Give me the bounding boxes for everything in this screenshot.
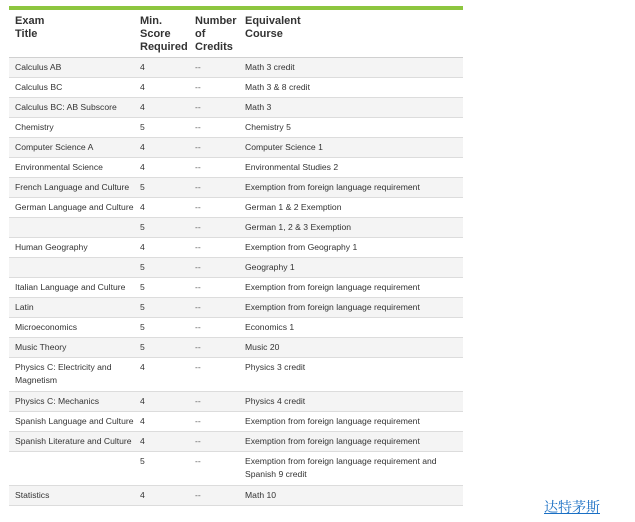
table-row <box>9 392 463 412</box>
course-cell: Math 10 <box>245 490 277 500</box>
table-row <box>9 486 463 506</box>
course-cell: Math 3 <box>245 102 272 112</box>
course-cell: Exemption from Geography 1 <box>245 242 358 252</box>
table-row <box>9 218 463 238</box>
course-cell: Environmental Studies 2 <box>245 162 339 172</box>
course-cell: Exemption from foreign language requirement <box>245 416 420 426</box>
header-exam-title: Exam Title <box>15 15 45 40</box>
course-cell: Geography 1 <box>245 262 295 272</box>
course-cell: Chemistry 5 <box>245 122 291 132</box>
credits-cell: -- <box>195 82 201 92</box>
table-row <box>9 98 463 118</box>
table-row <box>9 298 463 318</box>
exam-title-cell: Latin <box>15 302 34 312</box>
table-row <box>9 118 463 138</box>
credits-cell: -- <box>195 416 201 426</box>
min-score-cell: 4 <box>140 82 145 92</box>
min-score-cell: 5 <box>140 222 145 232</box>
course-cell: Math 3 credit <box>245 62 295 72</box>
ap-credit-table <box>9 6 463 506</box>
exam-title-cell: Spanish Literature and Culture <box>15 436 132 446</box>
table-row <box>9 198 463 218</box>
credits-cell: -- <box>195 122 201 132</box>
table-row <box>9 58 463 78</box>
min-score-cell: 4 <box>140 202 145 212</box>
credits-cell: -- <box>195 456 201 466</box>
exam-title-cell: Statistics <box>15 490 50 500</box>
exam-title-cell: Microeconomics <box>15 322 78 332</box>
table-row <box>9 78 463 98</box>
credits-cell: -- <box>195 396 201 406</box>
credits-cell: -- <box>195 162 201 172</box>
min-score-cell: 4 <box>140 416 145 426</box>
table-row <box>9 452 463 486</box>
min-score-cell: 4 <box>140 62 145 72</box>
course-cell: Math 3 & 8 credit <box>245 82 310 92</box>
min-score-cell: 5 <box>140 456 145 466</box>
credits-cell: -- <box>195 302 201 312</box>
course-cell: Physics 4 credit <box>245 396 306 406</box>
exam-title-cell: Human Geography <box>15 242 88 252</box>
table-row <box>9 178 463 198</box>
credits-cell: -- <box>195 282 201 292</box>
table-row <box>9 278 463 298</box>
credits-cell: -- <box>195 62 201 72</box>
credits-cell: -- <box>195 436 201 446</box>
course-cell: Music 20 <box>245 342 280 352</box>
min-score-cell: 5 <box>140 182 145 192</box>
min-score-cell: 4 <box>140 102 145 112</box>
header-course: Equivalent Course <box>245 15 301 40</box>
credits-cell: -- <box>195 262 201 272</box>
table-row <box>9 338 463 358</box>
exam-title-cell <box>9 455 140 485</box>
exam-title-cell: Music Theory <box>15 342 67 352</box>
min-score-cell: 5 <box>140 342 145 352</box>
exam-title-cell: Calculus BC: AB Subscore <box>15 102 117 112</box>
credits-cell: -- <box>195 142 201 152</box>
exam-title-cell <box>9 221 140 237</box>
course-cell: Exemption from foreign language requirement <box>245 282 420 292</box>
min-score-cell: 4 <box>140 436 145 446</box>
credits-cell: -- <box>195 322 201 332</box>
table-row <box>9 138 463 158</box>
course-cell: Exemption from foreign language requirement <box>245 182 420 192</box>
min-score-cell: 4 <box>140 362 145 372</box>
credits-cell: -- <box>195 102 201 112</box>
exam-title-cell <box>9 261 140 277</box>
course-cell: Computer Science 1 <box>245 142 323 152</box>
credits-cell: -- <box>195 182 201 192</box>
exam-title-cell: French Language and Culture <box>15 182 130 192</box>
credits-cell: -- <box>195 222 201 232</box>
exam-title-cell: Physics C: Mechanics <box>15 396 100 406</box>
course-cell: German 1, 2 & 3 Exemption <box>245 222 352 232</box>
table-row <box>9 432 463 452</box>
course-cell: German 1 & 2 Exemption <box>245 202 342 212</box>
exam-title-cell: German Language and Culture <box>15 202 134 212</box>
course-cell: Economics 1 <box>245 322 295 332</box>
min-score-cell: 4 <box>140 142 145 152</box>
table-row <box>9 358 463 392</box>
exam-title-cell: Physics C: Electricity and Magnetism <box>15 362 112 385</box>
min-score-cell: 4 <box>140 162 145 172</box>
table-row <box>9 258 463 278</box>
exam-title-cell: Italian Language and Culture <box>15 282 126 292</box>
header-min-score: Min. Score Required <box>140 15 188 53</box>
min-score-cell: 5 <box>140 282 145 292</box>
min-score-cell: 4 <box>140 242 145 252</box>
credits-cell: -- <box>195 342 201 352</box>
exam-title-cell: Spanish Language and Culture <box>15 416 134 426</box>
table-row <box>9 158 463 178</box>
credits-cell: -- <box>195 202 201 212</box>
course-cell: Physics 3 credit <box>245 362 306 372</box>
course-cell: Exemption from foreign language requirement and Spanish 9 credit <box>245 456 437 479</box>
min-score-cell: 5 <box>140 302 145 312</box>
table-row <box>9 318 463 338</box>
min-score-cell: 5 <box>140 322 145 332</box>
table-row <box>9 238 463 258</box>
watermark-link[interactable]: 达特茅斯 <box>544 500 600 516</box>
exam-title-cell: Calculus AB <box>15 62 62 72</box>
table-header <box>9 10 463 58</box>
table-row <box>9 412 463 432</box>
exam-title-cell: Chemistry <box>15 122 54 132</box>
table-body <box>9 58 463 506</box>
credits-cell: -- <box>195 242 201 252</box>
min-score-cell: 4 <box>140 490 145 500</box>
min-score-cell: 5 <box>140 262 145 272</box>
exam-title-cell: Computer Science A <box>15 142 94 152</box>
exam-title-cell: Environmental Science <box>15 162 103 172</box>
min-score-cell: 4 <box>140 396 145 406</box>
exam-title-cell: Calculus BC <box>15 82 63 92</box>
course-cell: Exemption from foreign language requirement <box>245 302 420 312</box>
credits-cell: -- <box>195 490 201 500</box>
header-credits: Number of Credits <box>195 15 237 53</box>
course-cell: Exemption from foreign language requirement <box>245 436 420 446</box>
min-score-cell: 5 <box>140 122 145 132</box>
credits-cell: -- <box>195 362 201 372</box>
